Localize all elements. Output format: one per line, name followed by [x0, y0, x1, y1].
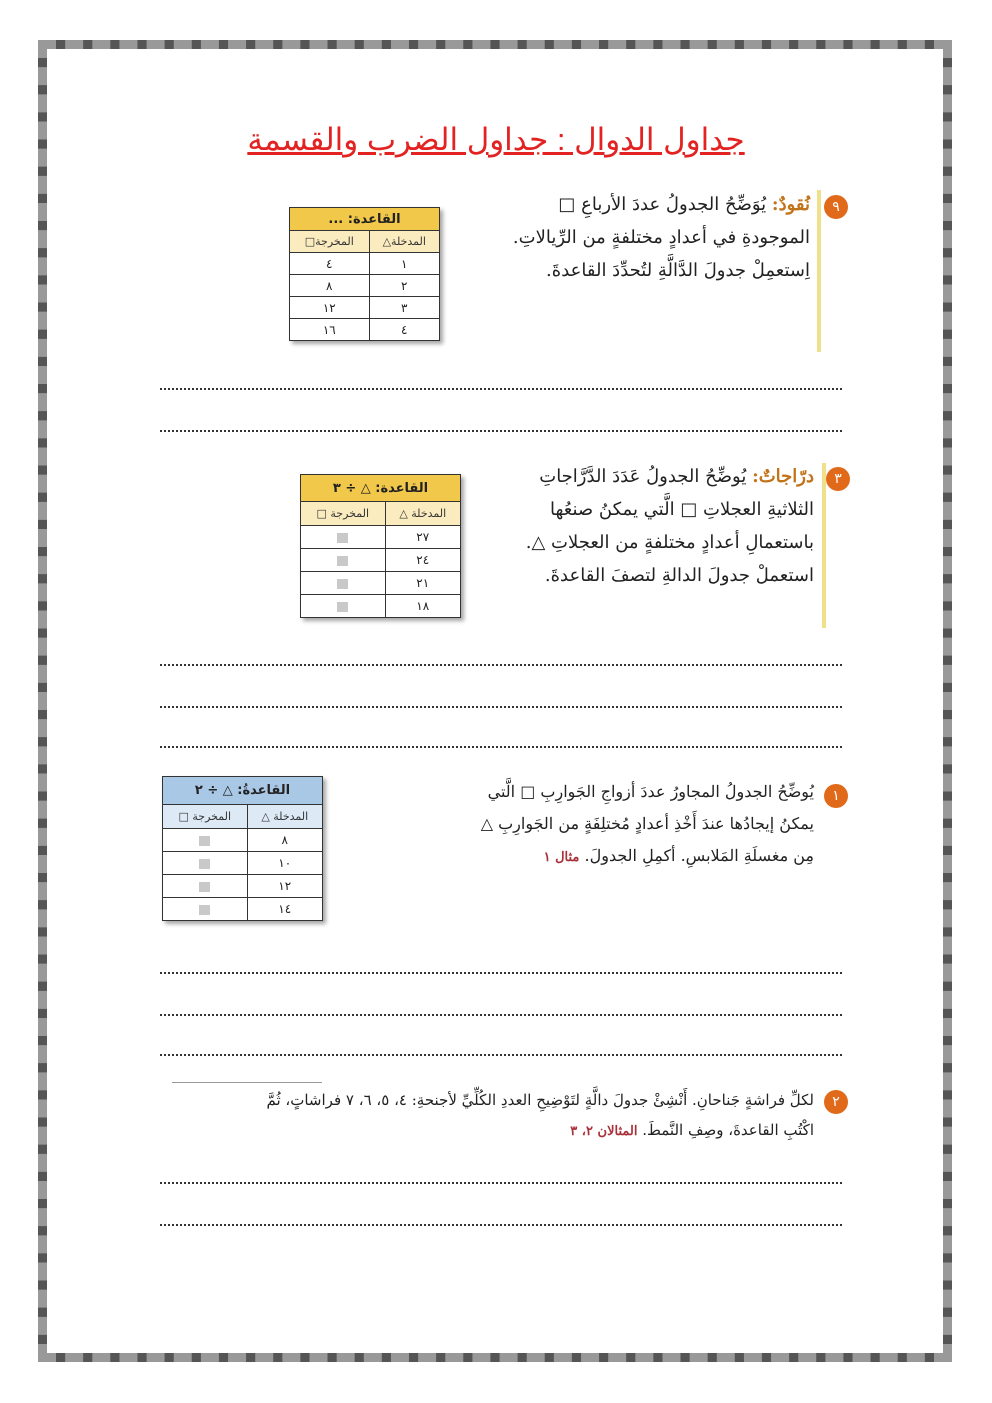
q3-table-rule: القاعدةُ: △ ÷ ٢	[163, 777, 323, 805]
placeholder-box	[337, 579, 348, 589]
q3-output-cell[interactable]	[163, 829, 248, 852]
placeholder-box	[199, 882, 210, 892]
q1-output-cell: ١٢	[290, 297, 370, 319]
q1-line-1: يُوَضِّحُ الجدولُ عددَ الأرباعِ □	[558, 194, 767, 215]
q3-output-cell[interactable]	[163, 852, 248, 875]
answer-line[interactable]	[160, 388, 842, 390]
q2-table-rule: القاعدة: △ ÷ ٣	[301, 475, 461, 502]
placeholder-box	[199, 859, 210, 869]
q1-line-2: الموجودةِ في أعدادٍ مختلفةٍ من الرِّيالاتِ.	[512, 227, 810, 248]
q2-input-cell: ٢١	[385, 572, 461, 595]
q3-output-cell[interactable]	[163, 875, 248, 898]
q3-function-table	[162, 776, 323, 921]
q1-line-3: اِستعمِلْ جدولَ الدَّالَّةِ لتُحدِّدَ القاعدةَ.	[546, 260, 810, 281]
q3-text	[394, 776, 814, 874]
q4-text	[134, 1085, 814, 1147]
q2-output-header: المخرجة □	[301, 502, 386, 526]
answer-line[interactable]	[160, 1224, 842, 1226]
q1-output-cell: ٨	[290, 275, 370, 297]
answer-line[interactable]	[160, 1182, 842, 1184]
q2-line-3: باستعمالِ أعدادٍ مختلفةٍ من العجلاتِ △.	[525, 532, 814, 553]
q2-output-cell[interactable]	[301, 572, 386, 595]
placeholder-box	[337, 602, 348, 612]
q1-input-header: المدخلة△	[369, 231, 439, 253]
answer-line[interactable]	[160, 706, 842, 708]
q3-line-2: يمكنُ إيجادُها عندَ أَخْذِ أعدادٍ مُختلِفَةٍ من الجَوارِبِ △	[480, 814, 814, 833]
q2-line-1: يُوضِّحُ الجدولُ عَدَدَ الدَّرَّاجاتِ	[539, 466, 747, 487]
q1-table-rule: القاعدة: ...	[290, 208, 440, 231]
q1-input-cell: ٣	[369, 297, 439, 319]
q2-text	[494, 460, 814, 592]
q3-input-cell: ١٤	[247, 898, 323, 921]
q1-input-cell: ٢	[369, 275, 439, 297]
q2-keyword: درّاجاتٌ:	[752, 466, 814, 487]
q2-function-table	[300, 474, 461, 618]
q2-input-header: المدخلة △	[385, 502, 461, 526]
placeholder-box	[199, 905, 210, 915]
page-title: جداول الدوال : جداول الضرب والقسمة	[247, 122, 745, 157]
answer-line[interactable]	[160, 1054, 842, 1056]
q1-function-table	[289, 207, 440, 341]
q4-line-1: لكلِّ فراشةٍ جَناحانِ. أَنْشِئْ جدولَ دالَّةٍ لتَوْضِيحِ العددِ الكُلِّيِّ لأجنحةِ: ٤، ٥، ٦، ٧ فراشاتٍ، ثُمَّ	[266, 1091, 814, 1109]
q1-output-cell: ١٦	[290, 319, 370, 341]
q4-line-2: اكْتُبِ القاعدةَ، وصِفِ النَّمطَ.	[642, 1121, 814, 1139]
answer-line[interactable]	[160, 1014, 842, 1016]
q1-text	[450, 188, 810, 287]
q2-input-cell: ٢٤	[385, 549, 461, 572]
q3-line-1: يُوضِّحُ الجدولُ المجاورُ عددَ أزواجِ الجَوارِبِ □ الَّتي	[487, 782, 814, 801]
q4-number-badge: ٢	[824, 1090, 848, 1114]
q3-input-header: المدخلة △	[247, 805, 323, 829]
q2-output-cell[interactable]	[301, 526, 386, 549]
q1-number-badge: ٩	[824, 195, 848, 219]
q4-example-ref: المثالان ٢، ٣	[570, 1124, 638, 1139]
q1-input-cell: ٤	[369, 319, 439, 341]
placeholder-box	[199, 836, 210, 846]
placeholder-box	[337, 533, 348, 543]
q2-line-2: الثلاثيةِ العجلاتِ □ الَّتي يمكنُ صنعُها	[550, 499, 814, 520]
q3-input-cell: ٨	[247, 829, 323, 852]
placeholder-box	[337, 556, 348, 566]
q3-example-ref: مثال ١	[543, 850, 580, 865]
q2-side-bar	[822, 463, 826, 628]
answer-line[interactable]	[160, 972, 842, 974]
q2-number-badge: ٣	[826, 467, 850, 491]
q3-line-3: مِن مغسلَةِ المَلابسِ. أكمِلِ الجدولَ.	[584, 846, 814, 865]
q1-keyword: نُقودٌ:	[771, 194, 810, 215]
answer-line[interactable]	[160, 430, 842, 432]
answer-line[interactable]	[160, 664, 842, 666]
q3-output-cell[interactable]	[163, 898, 248, 921]
q2-output-cell[interactable]	[301, 595, 386, 618]
q3-output-header: المخرجة □	[163, 805, 248, 829]
q3-number-badge: ١	[824, 784, 848, 808]
q1-output-cell: ٤	[290, 253, 370, 275]
q2-input-cell: ١٨	[385, 595, 461, 618]
q2-input-cell: ٢٧	[385, 526, 461, 549]
q1-input-cell: ١	[369, 253, 439, 275]
answer-line[interactable]	[160, 746, 842, 748]
q2-line-4: استعملْ جدولَ الدالةِ لتصفَ القاعدةَ.	[544, 565, 814, 586]
q1-output-header: المخرجة□	[290, 231, 370, 253]
q3-input-cell: ١٢	[247, 875, 323, 898]
q4-top-rule	[172, 1082, 322, 1083]
q1-side-bar	[817, 190, 821, 352]
q2-output-cell[interactable]	[301, 549, 386, 572]
q3-input-cell: ١٠	[247, 852, 323, 875]
